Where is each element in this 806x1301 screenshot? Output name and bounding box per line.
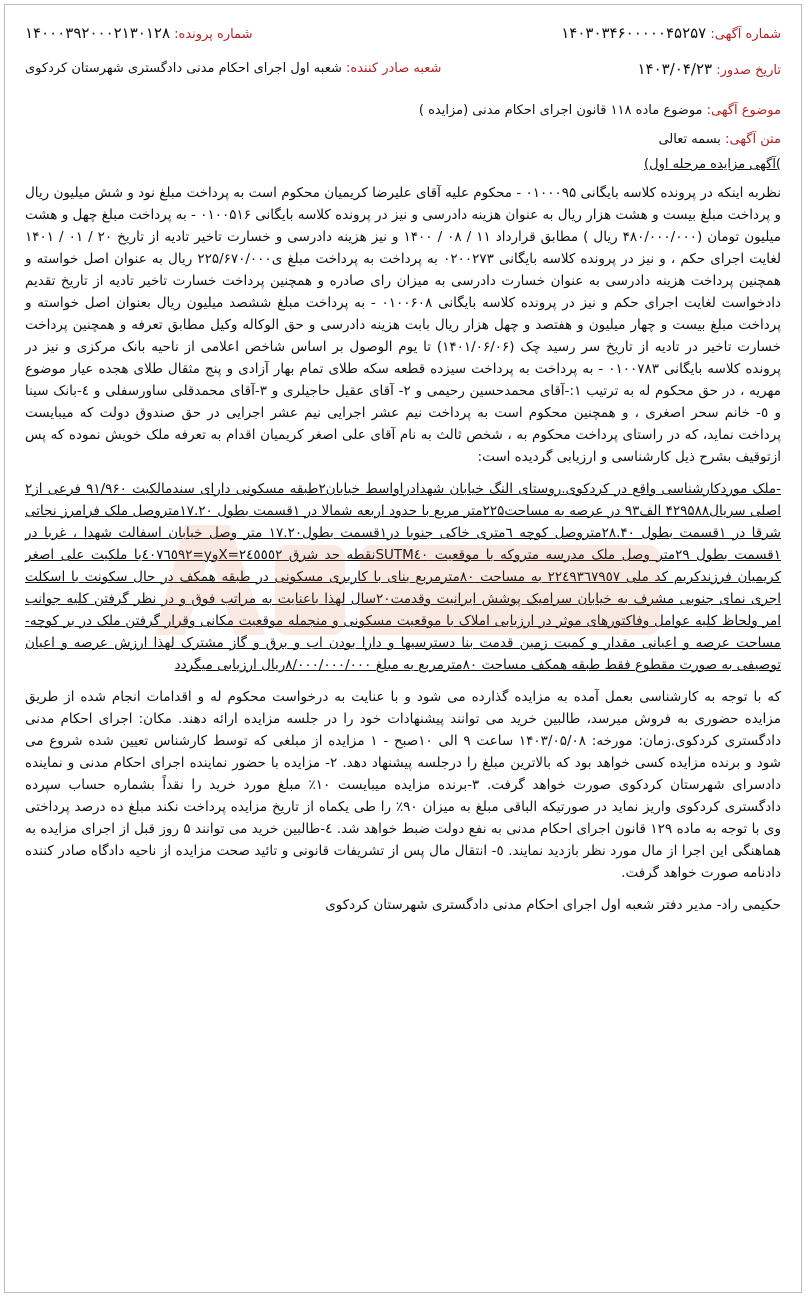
subject-line xyxy=(25,103,781,118)
auction-heading: )آگهی مزایده مرحله اول) xyxy=(644,157,781,172)
header-row-1 xyxy=(25,23,781,45)
text-title-line xyxy=(25,132,781,147)
file-number xyxy=(25,23,252,45)
notice-document xyxy=(4,4,802,1293)
issue-date-label: تاریخ صدور: xyxy=(716,63,781,78)
issue-date xyxy=(638,59,782,81)
text-title-label: متن آگهی: xyxy=(725,132,781,147)
body-paragraph-1: نظربه اینکه در پرونده کلاسه بایگانی ۰۱۰۰۰۹۵ - محکوم علیه آقای علیرضا کریمیان محکوم است به پرداخت مبلغ نود و شش میلیون ریال و پرداخت مبلغ بیست و هشت هزار ریال به عنوان هزینه دادرسی و نیز در پرونده کلاسه بایگانی ۰۱۰۰۵۱۶ - به پرداخت مبلغ چهل و هشت میلیون تومان (۴۸۰/۰۰۰/۰۰۰ ریال ) مطابق قرارداد ۱۱ / ۰۸ / ۱۴۰۰ و نیز هزینه دادرسی و خسارت تاخیر تادیه از تاریخ ۲۰ / ۰۱ / ۱۴۰۱ لغایت اجرای حکم ، و نیز در پرونده کلاسه بایگانی ۰۲۰۰۲۷۳ به پرداخت به پرداخت مبلغ ی۲۲۵/۶۷۰/۰۰۰ ریال به عنوان اصل خواسته و همچنین پرداخت هزینه دادرسی به عنوان خسارت دادرسی به میزان رای صادره و همچنین پرداخت خسارت تاخیر تادیه از تاریخ تقدیم دادخواست لغایت اجرای حکم و نیز در پرونده کلاسه بایگانی ۰۱۰۰۶۰۸ - به پرداخت مبلغ ششصد میلیون ریال بعنوان اصل خواسته و پرداخت مبلغ بیست و چهار میلیون و هفتصد و چهل هزار ریال بابت هزینه دادرسی و حق الوکاله وکیل مطابق تعرفه و همچنین پرداخت خسارت تاخیر در تادیه از تاریخ سر رسید چک (۱۴۰۱/۰۶/۰۶) تا یوم الوصول بر اساس شاخص اعلامی از ناحیه بانک مرکزی و نیز در پرونده کلاسه بایگانی ۰۱۰۰۷۸۳ - به پرداخت به پرداخت سیزده قطعه سکه طلای تمام بهار آزادی و پنج مثقال طلای هجده عیار موضوع مهریه ، در حق محکوم له به ترتیب ۱:-آقای محمدحسین رحیمی و ۲- آقای عقیل حاجیلری و ۳-آقای محمدقلی ساورسفلی و ٤-بانک سینا و ٥- خانم سحر اصغری ، و همچنین محکوم است به پرداخت نیم عشر اجرایی نیم عشر اجرایی در حق صندوق دولت که میبایست پرداخت نماید، که در راستای پرداخت محکوم به ، شخص ثالث به نام آقای علی اصغر کریمیان اقدام به تعرفه ملک خویش نموده که پس ازتوقیف بشرح ذیل کارشناسی و ارزیابی گردیده است: xyxy=(25,185,782,465)
issuer-value: شعبه اول اجرای احکام مدنی دادگستری شهرستان کردکوی xyxy=(25,61,342,76)
issuer xyxy=(25,59,441,81)
issuer-label: شعبه صادر کننده: xyxy=(346,61,442,76)
issue-date-value: ۱۴۰۳/۰۴/۲۳ xyxy=(637,60,713,78)
notice-number-label: شماره آگهی: xyxy=(710,27,781,42)
header-row-2 xyxy=(25,59,781,81)
body-paragraph-3: که با توجه به کارشناسی بعمل آمده به مزایده گذارده می شود و با عنایت به درخواست محکوم له و اقدامات انجام شده از طریق مزایده حضوری به فروش میرسد، طالبین خرید می توانند پیشنهادات خود را در جلسه مزایده ارائه دهند. مکان: اجرای احکام مدنی دادگستری کردکوی.زمان: مورخه: ۱۴۰۳/۰۵/۰۸ ساعت ۹ الی ۱۰صبح - ۱ مزایده از مبلغی که توسط کارشناس تعیین شده شروع می شود و برنده مزایده کسی خواهد بود که بالاترین مبلغ را درجلسه پیشنهاد دهد. ۲- مزایده با حضور نماینده اجرای احکام مدنی و نماینده دادسرای شهرستان کردکوی صورت خواهد گرفت. ۳-برنده مزایده میبایست ۱۰٪ مبلغ مورد خرید را نقداً بشماره حساب سپرده دادگستری کردکوی واریز نماید در صورتیکه الباقی مبلغ به میزان ۹۰٪ را طی یکماه از تاریخ مزایده پرداخت نکند مبلغ ده درصد پرداختی وی با توجه به ماده ۱۲۹ قانون اجرای احکام مدنی به نفع دولت ضبط خواهد شد. ٤-طالبین خرید می توانند ۵ روز قبل از اجرای مزایده به هماهنگی این اجرا از مال مورد نظر بازدید نمایند. ٥- انتقال مال پس از تشریفات قانونی و تائید صحت مزایده از ناحیه دادگاه صادر کننده دادنامه صورت خواهد گرفت. xyxy=(25,689,782,881)
subject-value: موضوع ماده ۱۱۸ قانون اجرای احکام مدنی (مزایده ) xyxy=(418,103,703,118)
notice-number xyxy=(561,23,781,45)
signature-line: حکیمی راد- مدیر دفتر شعبه اول اجرای احکام مدنی دادگستری شهرستان کردکوی xyxy=(325,897,781,913)
subject-label: موضوع آگهی: xyxy=(706,103,781,118)
text-title-value: بسمه تعالی xyxy=(658,132,721,147)
file-number-label: شماره پرونده: xyxy=(174,27,253,42)
file-number-value: ۱۴۰۰۰۳۹۲۰۰۰۲۱۳۰۱۲۸ xyxy=(25,24,171,42)
body-paragraph-2: -ملک موردکارشناسی واقع در کردکوی.روستای النگ خیابان شهدادراواسط خیابان۲طبقه مسکونی دارای سندمالکیت ۹۱/۹۶۰ فرعی از۲ اصلی سریال۴۲۹۵۸۸ الف۹۳ در عرصه به مساحت۲۲۵متر مربع با حدود اربعه شمالا در ۱قسمت بطول ۱۷.۲۰متروصل ملک فرامرز نجاتی شرقا در ۱قسمت بطول ۲۸.۴۰متروصل کوچه ٦متری خاکی جنوبا در۱قسمت بطول۱۷.۲۰ متر وصل خیابان اسفالت شهدا ، غربا در ۱قسمت بطول ۲۹متر وصل ملک مدرسه متروکه با موقعیت SUTM٤٠نقطه حد شرق X=۲٤٥٥٥۲وy=٤٠۷٦٥٩۲با ملکیت علی اصغر کریمیان فرزندکریم کد ملی ۲۲٤۹۳٦۷۹٥۷ به مساحت ۸٠مترمربع بنای با کاربری مسکونی در طبقه همکف در حال سکونت با اسکلت اجری نمای جنوبی مشرف به خیابان سرامیک پوشش ایرانیت وقدمت۲۰سال لهذا باعنایت به مراتب فوق و در نظر گرفتن کلیه جوانب امر ولحاظ کلیه عوامل وفاکتورهای موثر در ارزیابی املاک با موقعیت مسکونی و منجمله موقعیت مکانی وقرار گرفتن ملک در بر کوچه-مساحت عرصه و اعیانی مقدار و کمیت زمین قدمت بنا دسترسیها و دارا بودن اب و برق و گاز مشترک لهذا ارزش عرصه و اعیان توصیفی به صورت مقطوع فقط طبقه همکف مساحت ۸٠مترمربع به مبلغ ۸/٠٠٠/٠٠٠/٠٠٠ریال ارزیابی میگردد xyxy=(25,481,782,673)
notice-number-value: ۱۴۰۳۰۳۴۶۰۰۰۰۰۴۵۲۵۷ xyxy=(561,24,707,42)
